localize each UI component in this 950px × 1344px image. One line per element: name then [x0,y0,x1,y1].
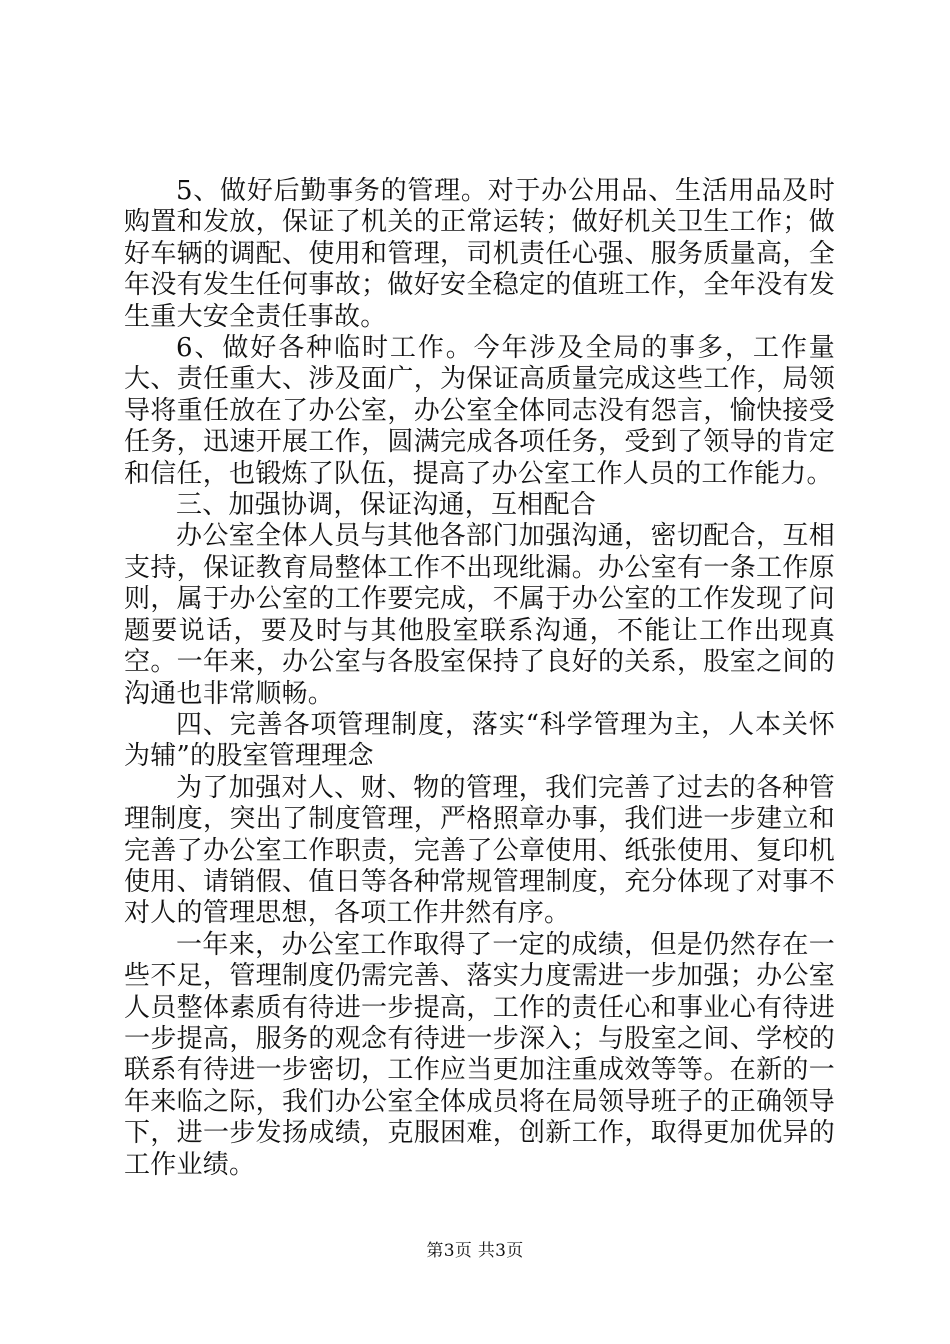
section-heading-management: 四、完善各项管理制度，落实“科学管理为主，人本关怀为辅”的股室管理理念 [124,709,835,772]
paragraph-temporary-work: 6、做好各种临时工作。今年涉及全局的事多，工作量大、责任重大、涉及面广，为保证高质量完成这些工作，局领导将重任放在了办公室，办公室全体同志没有怨言，愉快接受任务，迅速开展工作，圆满完成各项任务，受到了领导的肯定和信任，也锻炼了队伍，提高了办公室工作人员的工作能力。 [124,333,835,489]
page-number-footer: 第3页 共3页 [426,1241,524,1261]
paragraph-summary: 一年来，办公室工作取得了一定的成绩，但是仍然存在一些不足，管理制度仍需完善、落实力度需进一步加强；办公室人员整体素质有待进一步提高，工作的责任心和事业心有待进一步提高，服务的观念有待进一步深入；与股室之间、学校的联系有待进一步密切，工作应当更加注重成效等等。在新的一年来临之际，我们办公室全体成员将在局领导班子的正确领导下，进一步发扬成绩，克服困难，创新工作，取得更加优异的工作业绩。 [124,929,835,1180]
section-heading-coordination: 三、加强协调，保证沟通，互相配合 [176,490,597,521]
document-body [124,176,835,1181]
paragraph-coordination: 办公室全体人员与其他各部门加强沟通，密切配合，互相支持，保证教育局整体工作不出现纰漏。办公室有一条工作原则，属于办公室的工作要完成，不属于办公室的工作发现了问题要说话，要及时与其他股室联系沟通，不能让工作出现真空。一年来，办公室与各股室保持了良好的关系，股室之间的沟通也非常顺畅。 [124,521,835,709]
paragraph-logistics: 5、做好后勤事务的管理。对于办公用品、生活用品及时购置和发放，保证了机关的正常运转；做好机关卫生工作；做好车辆的调配、使用和管理，司机责任心强、服务质量高，全年没有发生任何事故；做好安全稳定的值班工作，全年没有发生重大安全责任事故。 [124,176,835,332]
paragraph-management: 为了加强对人、财、物的管理，我们完善了过去的各种管理制度，突出了制度管理，严格照章办事，我们进一步建立和完善了办公室工作职责，完善了公章使用、纸张使用、复印机使用、请销假、值日等各种常规管理制度，充分体现了对事不对人的管理思想，各项工作井然有序。 [124,772,835,929]
